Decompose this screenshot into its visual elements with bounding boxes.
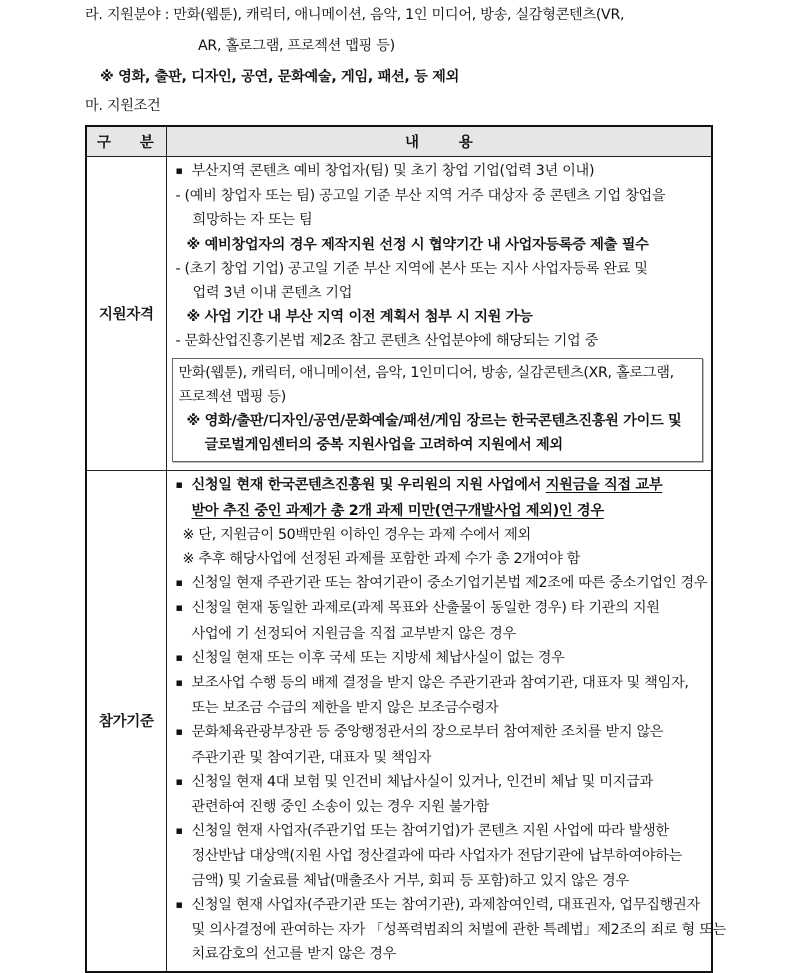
list-item-continuation: 또는 보조금 수급의 제한을 받지 않은 보조금수령자: [191, 700, 499, 717]
note-item: ※ 예비창업자의 경우 제작지원 선정 시 협약기간 내 사업자등록증 제출 필수: [186, 236, 649, 253]
list-item-continuation: 금액) 및 기술료를 체납(매출조사 거부, 회피 등 포함)하고 있지 않은 경우: [191, 872, 629, 889]
support-field-value: 만화(웹툰), 캐릭터, 애니메이션, 음악, 1인 미디어, 방송, 실감형콘텐츠(VR,: [173, 7, 625, 23]
list-item-highlighted: [174, 473, 706, 498]
list-item: - (초기 창업 기업) 공고일 기준 부산 지역에 본사 또는 지사 사업자등록 완료 및: [175, 260, 648, 277]
box-line: 만화(웹툰), 캐릭터, 애니메이션, 음악, 1인미디어, 방송, 실감콘텐츠(XR, 홀로그램,: [178, 364, 674, 381]
table-header-row: [86, 126, 712, 157]
list-item-continuation: 정산반납 대상액(지원 사업 정산결과에 따라 사업자가 전담기관에 납부하여야하는: [191, 848, 682, 865]
list-item-continuation: 치료감호의 선고를 받지 않은 경우: [191, 946, 397, 963]
header-category-char-1: 구: [97, 135, 111, 151]
table-row: [86, 471, 712, 972]
list-item: ▪ 신청일 현재 동일한 과제로(과제 목표와 산출물이 동일한 경우) 타 기관의 지원: [174, 596, 706, 621]
list-item: ▪ 신청일 현재 주관기관 또는 참여기관이 중소기업기본법 제2조에 따른 중소기업인 경우: [174, 571, 706, 596]
row-label-eligibility: 지원자격: [86, 157, 166, 471]
support-field-label: 라. 지원분야 :: [85, 7, 174, 23]
list-item-continuation: 업력 3년 이내 콘텐츠 기업: [192, 285, 353, 302]
support-field-line-1: [85, 3, 624, 27]
header-category-char-2: 분: [139, 135, 154, 151]
header-content-char-2: 용: [458, 135, 473, 151]
list-item-continuation: 주관기관 및 참여기관, 대표자 및 책임자: [191, 749, 432, 766]
list-item: - (예비 창업자 또는 팀) 공고일 기준 부산 지역 거주 대상자 중 콘텐츠 기업 창업을: [175, 188, 666, 205]
list-item: ▪ 문화체육관광부장관 등 중앙행정관서의 장으로부터 참여제한 조치를 받지 않은: [174, 720, 706, 745]
header-content: [166, 126, 712, 157]
row-content-criteria: [166, 471, 726, 972]
box-line: 프로젝션 맵핑 등): [178, 388, 286, 405]
row-content-eligibility: [166, 157, 712, 471]
note-item: ※ 단, 지원금이 50백만원 이하인 경우는 과제 수에서 제외: [182, 526, 531, 543]
list-item-continuation: [174, 499, 706, 523]
list-item: ▪ 신청일 현재 또는 이후 국세 또는 지방세 체납사실이 없는 경우: [174, 646, 706, 671]
table-row: [86, 157, 712, 471]
box-note-continuation: 글로벌게임센터의 중복 지원사업을 고려하여 지원에서 제외: [204, 437, 563, 454]
list-item: ▪ 신청일 현재 사업자(주관기업 또는 참여기업)가 콘텐츠 지원 사업에 따라 발생한: [174, 819, 706, 844]
list-item: ▪ 보조사업 수행 등의 배제 결정을 받지 않은 주관기관과 참여기관, 대표자 및 책임자,: [174, 671, 706, 696]
note-item: ※ 사업 기간 내 부산 지역 이전 계획서 첨부 시 지원 가능: [186, 309, 533, 326]
header-content-char-1: 내: [405, 135, 419, 151]
list-item: ▪ 신청일 현재 사업자(주관기관 또는 참여기관), 과제참여인력, 대표권자, 업무집행권자: [174, 893, 706, 918]
note-item: ※ 추후 해당사업에 선정된 과제를 포함한 과제 수가 총 2개여야 함: [182, 551, 581, 568]
list-item-continuation: 및 의사결정에 관여하는 자가 「성폭력범죄의 처벌에 관한 특례법」제2조의 죄로 형 또는: [191, 922, 726, 939]
section-heading: 마. 지원조건: [85, 98, 161, 114]
exclusion-note: ※ 영화, 출판, 디자인, 공연, 문화예술, 게임, 패션, 등 제외: [100, 69, 459, 85]
item-text-underlined: 지원금을 직접 교부: [545, 477, 663, 494]
header-category: [86, 126, 166, 157]
support-conditions-table: [85, 125, 726, 973]
support-field-line-2: AR, 홀로그램, 프로젝션 맵핑 등): [198, 38, 395, 54]
row-label-criteria: 참가기준: [86, 471, 166, 972]
item-text-underlined: 받아 추진 중인 과제가 총 2개 과제 미만(연구개발사업 제외)인 경우: [191, 502, 604, 519]
item-text: 신청일 현재 한국콘텐츠진흥원 및 우리원의 지원 사업에서: [191, 477, 546, 494]
list-item-continuation: 희망하는 자 또는 팀: [192, 212, 313, 229]
list-item-continuation: 관련하여 진행 중인 소송이 있는 경우 지원 불가함: [191, 799, 490, 816]
list-item: ▪ 신청일 현재 4대 보험 및 인건비 체납사실이 있거나, 인건비 체납 및 미지급과: [174, 770, 706, 795]
box-note: ※ 영화/출판/디자인/공연/문화예술/패션/게임 장르는 한국콘텐츠진흥원 가이드 및: [186, 413, 682, 430]
content-field-box: [172, 358, 704, 463]
list-item: ▪ 부산지역 콘텐츠 예비 창업자(팀) 및 초기 창업 기업(업력 3년 이내): [174, 159, 706, 184]
list-item: - 문화산업진흥기본법 제2조 참고 콘텐츠 산업분야에 해당되는 기업 중: [175, 333, 599, 350]
list-item-continuation: 사업에 기 선정되어 지원금을 직접 교부받지 않은 경우: [191, 625, 516, 642]
